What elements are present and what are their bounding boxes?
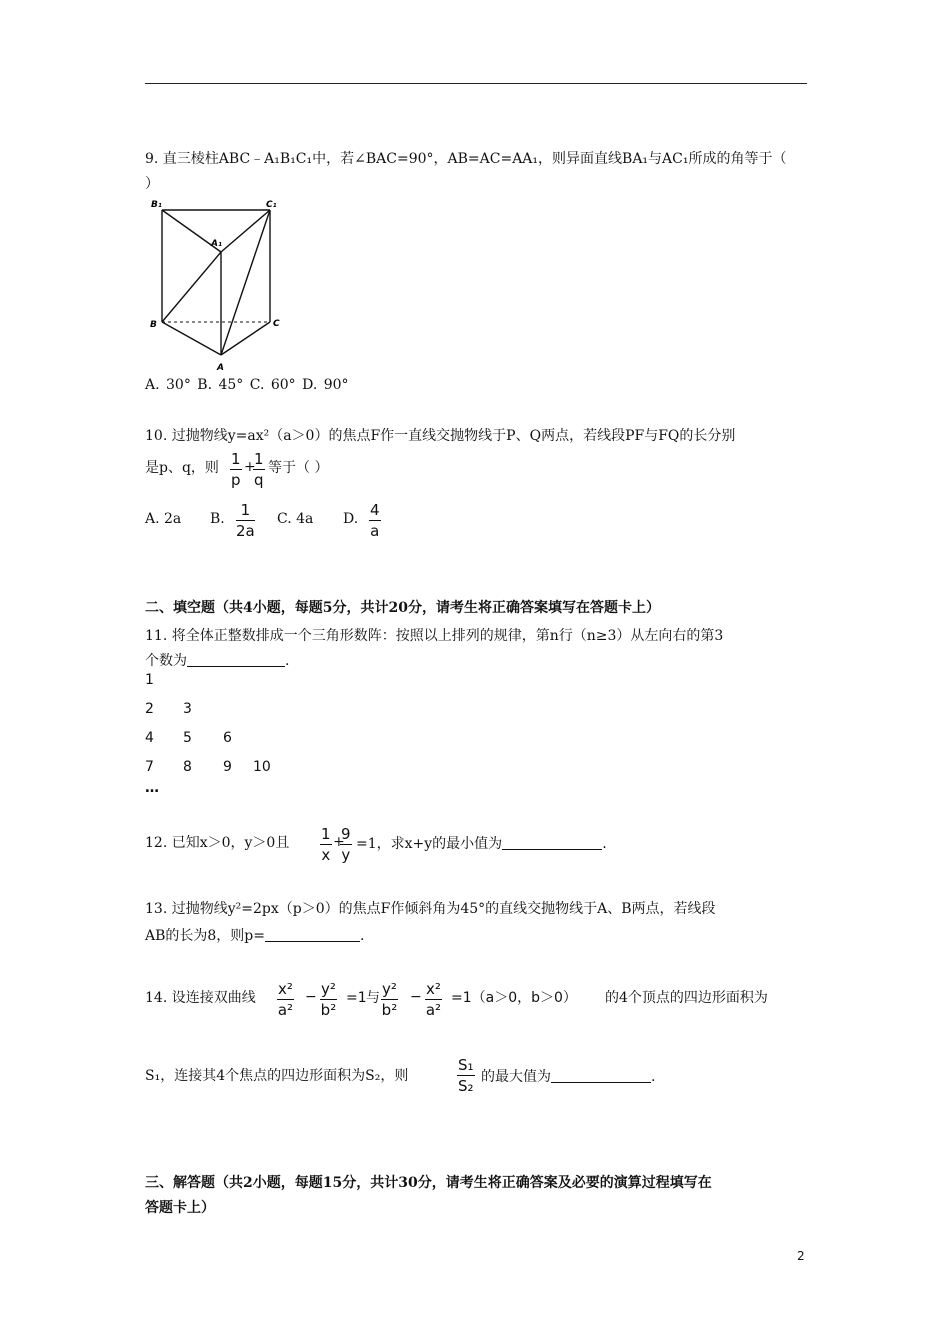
q13-line2-text: AB的长为8，则p= — [145, 928, 265, 944]
q10-option-c: C. 4a — [277, 511, 314, 527]
label-a: A — [217, 363, 224, 373]
label-b1: B₁ — [151, 200, 162, 210]
segment-ba1 — [162, 252, 221, 322]
number-triangle-ellipsis: … — [145, 780, 159, 796]
q10-line1: 10. 过抛物线y=ax²（a＞0）的焦点F作一直线交抛物线于P、Q两点，若线段PF与FQ的长分别 — [145, 428, 736, 444]
number-triangle-row-1 — [145, 673, 154, 687]
fraction-denominator: p — [231, 471, 241, 489]
q10-frac-1-over-q — [253, 452, 265, 488]
fraction-numerator: S₁ — [458, 1056, 474, 1074]
q14-line2-mid: 的最大值为 — [481, 1069, 551, 1085]
triangle-number: 10 — [253, 759, 271, 775]
number-triangle-row-4 — [145, 760, 271, 774]
fraction-denominator: x — [321, 846, 331, 864]
q13-line2 — [145, 928, 364, 943]
q10-line2-start: 是p、q，则 — [145, 460, 219, 476]
label-a1: A₁ — [211, 239, 222, 249]
number-triangle-row-2 — [145, 702, 192, 716]
q10-option-b-label: B. — [210, 511, 225, 527]
fraction-denominator: a² — [277, 1001, 294, 1019]
q9-options: A. 30° B. 45° C. 60° D. 90° — [145, 377, 349, 393]
triangle-number: 8 — [183, 759, 192, 775]
triangle-number: 5 — [183, 730, 192, 746]
q11-line2 — [145, 653, 289, 668]
q12-frac-1-over-x — [320, 827, 332, 863]
q10-option-d-fraction — [369, 503, 381, 539]
q12-eq: =1，求x+y的最小值为 — [356, 836, 503, 852]
number-triangle-row-3 — [145, 731, 232, 745]
q9-text-close: ） — [145, 176, 159, 192]
label-b: B — [150, 320, 157, 330]
fraction-numerator: 1 — [236, 503, 255, 521]
q14-line2-rest — [481, 1069, 655, 1084]
q12-frac-9-over-y — [340, 827, 352, 863]
fraction-numerator: 4 — [370, 501, 380, 519]
answer-blank[interactable] — [187, 653, 285, 667]
fraction-numerator: x² — [426, 980, 441, 998]
triangle-number: 9 — [223, 759, 232, 775]
q11-line1: 11. 将全体正整数排成一个三角形数阵：按照以上排列的规律，第n行（n≥3）从左向右的第3 — [145, 628, 724, 644]
fraction-denominator: a — [370, 522, 380, 540]
fraction-numerator: 9 — [341, 825, 351, 843]
label-c1: C₁ — [266, 200, 277, 210]
q9-text: 9. 直三棱柱ABC﹣A₁B₁C₁中，若∠BAC=90°，AB=AC=AA₁，则异面直线BA₁与AC₁所成的角等于（ — [145, 151, 787, 167]
q11-line2-end: . — [285, 653, 290, 669]
q14-eq2: =1（a＞0，b＞0） — [451, 990, 577, 1006]
label-c: C — [273, 319, 280, 329]
fraction-numerator: y² — [321, 980, 336, 998]
fraction-numerator: x² — [278, 980, 293, 998]
edge-ab — [162, 322, 221, 355]
header-rule — [145, 83, 807, 84]
q14-start: 14. 设连接双曲线 — [145, 990, 256, 1006]
q14-end: . — [651, 1069, 656, 1085]
fraction-numerator: 1 — [254, 450, 264, 468]
fraction-denominator: 2a — [236, 522, 255, 540]
q14-frac-s1-over-s2 — [457, 1058, 475, 1094]
fraction-denominator: a² — [425, 1001, 442, 1019]
triangle-number: 7 — [145, 759, 154, 775]
q12-rest — [356, 836, 607, 851]
q10-option-a: A. 2a — [145, 511, 182, 527]
q10-line2-end: 等于（ ） — [268, 460, 329, 476]
triangle-number: 3 — [183, 701, 192, 717]
section2-heading: 二、填空题（共4小题，每题5分，共计20分，请考生将正确答案填写在答题卡上） — [145, 600, 660, 616]
triangle-number: 1 — [145, 672, 154, 688]
fraction-numerator: 1 — [231, 450, 241, 468]
page-number: 2 — [797, 1249, 805, 1263]
q14-line1-end: 的4个顶点的四边形面积为 — [605, 990, 768, 1006]
prism-figure — [145, 195, 290, 375]
q11-line2-text: 个数为 — [145, 653, 187, 669]
q12-start: 12. 已知x＞0，y＞0且 — [145, 835, 290, 851]
fraction-denominator: S₂ — [458, 1077, 474, 1095]
q14-eq1: =1 — [346, 990, 367, 1006]
q13-line1: 13. 过抛物线y²=2px（p＞0）的焦点F作倾斜角为45°的直线交抛物线于A、B两点，若线段 — [145, 901, 716, 917]
q13-end: . — [360, 928, 365, 944]
fraction-numerator: 1 — [321, 825, 331, 843]
minus-sign: − — [305, 989, 317, 1005]
q10-option-b-fraction — [236, 503, 255, 539]
q14-frac-y2-over-b2-second — [381, 982, 398, 1018]
q10-option-d-label: D. — [343, 511, 359, 527]
fraction-denominator: b² — [320, 1001, 337, 1019]
fraction-numerator: y² — [382, 980, 397, 998]
section3-heading-line2: 答题卡上） — [145, 1200, 215, 1216]
plus-sign: + — [333, 834, 345, 850]
q10-frac-1-over-p — [230, 452, 242, 488]
fraction-denominator: b² — [381, 1001, 398, 1019]
q12-end: . — [602, 836, 607, 852]
q14-frac-x2-over-a2 — [277, 982, 294, 1018]
q14-line2-start: S₁，连接其4个焦点的四边形面积为S₂，则 — [145, 1068, 409, 1084]
q14-frac-y2-over-b2 — [320, 982, 337, 1018]
triangle-number: 2 — [145, 701, 154, 717]
answer-blank[interactable] — [502, 836, 602, 850]
edge-ac — [221, 322, 270, 355]
section3-heading-line1: 三、解答题（共2小题，每题15分，共计30分，请考生将正确答案及必要的演算过程填写在 — [145, 1175, 712, 1191]
q14-mid: 与 — [366, 990, 380, 1006]
plus-sign: + — [244, 459, 256, 475]
fraction-denominator: y — [341, 846, 351, 864]
triangle-number: 6 — [223, 730, 232, 746]
q14-frac-x2-over-a2-second — [425, 982, 442, 1018]
triangle-number: 4 — [145, 730, 154, 746]
fraction-denominator: q — [254, 471, 264, 489]
minus-sign: − — [410, 989, 422, 1005]
answer-blank[interactable] — [551, 1069, 651, 1083]
answer-blank[interactable] — [265, 928, 360, 942]
